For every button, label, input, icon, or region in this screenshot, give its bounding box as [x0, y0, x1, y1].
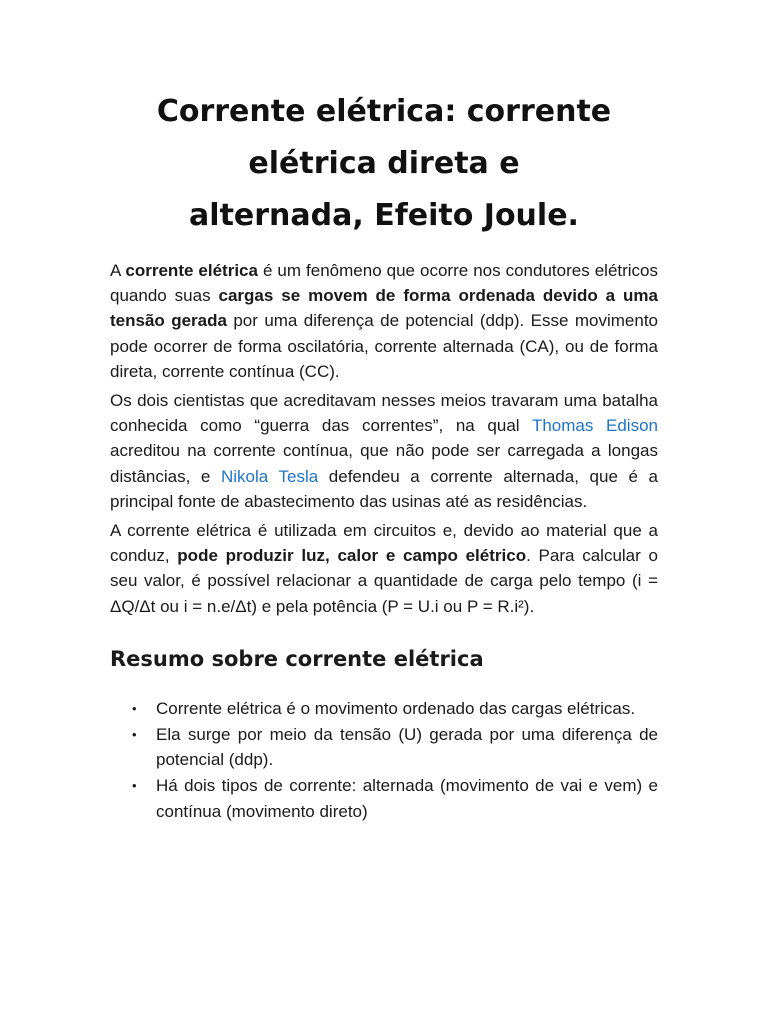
title-line-1: Corrente elétrica: corrente — [156, 94, 612, 129]
thomas-edison-link[interactable]: Thomas Edison — [531, 416, 658, 436]
list-item-text: Corrente elétrica é o movimento ordenado das cargas elétricas. — [156, 698, 636, 718]
bullet-icon: • — [132, 700, 137, 716]
page-title — [110, 86, 658, 242]
text: Os dois cientistas que acreditavam nesses meios travaram uma batalha conhecida como “guerra das correntes”, na qual — [110, 391, 658, 436]
text: . Para calcular o seu valor, é possível relacionar a quantidade de carga pelo tempo (i = ΔQ/Δt ou i = n.e/Δt) e pela potência (P = U.i ou P = R.i²). — [110, 546, 658, 616]
bold-text: corrente elétrica — [125, 261, 258, 280]
title-line-2: elétrica direta e — [248, 146, 520, 181]
bullet-icon: • — [132, 778, 137, 794]
list-item-text: Ela surge por meio da tensão (U) gerada por uma diferença de potencial (ddp). — [156, 725, 658, 770]
paragraph-war-of-currents — [110, 388, 658, 514]
summary-list — [110, 696, 658, 824]
text: defendeu a corrente alternada, que é a principal fonte de abastecimento das usinas até as residências. — [110, 466, 658, 511]
text: acreditou na corrente contínua, que não pode ser carregada a longas distâncias, e — [110, 441, 658, 486]
list-item — [132, 722, 658, 772]
paragraph-formulas — [110, 518, 658, 619]
title-line-3: alternada, Efeito Joule. — [189, 198, 579, 233]
paragraph-intro — [110, 258, 658, 384]
list-item — [132, 773, 658, 823]
text: é um fenômeno que ocorre nos condutores elétricos quando suas — [110, 261, 659, 306]
bold-text: cargas se movem de forma ordenada devido a uma tensão gerada — [110, 286, 658, 331]
bullet-icon: • — [132, 727, 137, 743]
list-item-text: Há dois tipos de corrente: alternada (movimento de vai e vem) e contínua (movimento direto) — [156, 776, 658, 821]
text: A corrente elétrica é utilizada em circuitos e, devido ao material que a conduz, — [110, 521, 658, 566]
nikola-tesla-link[interactable]: Nikola Tesla — [220, 466, 319, 486]
list-item — [132, 696, 658, 721]
section-heading: Resumo sobre corrente elétrica — [110, 646, 484, 671]
text: A — [110, 261, 126, 280]
text: por uma diferença de potencial (ddp). Esse movimento pode ocorrer de forma oscilatória, corrente alternada (CA), ou de forma direta, corrente contínua (CC). — [110, 311, 659, 381]
bold-text: pode produzir luz, calor e campo elétrico — [177, 546, 527, 566]
